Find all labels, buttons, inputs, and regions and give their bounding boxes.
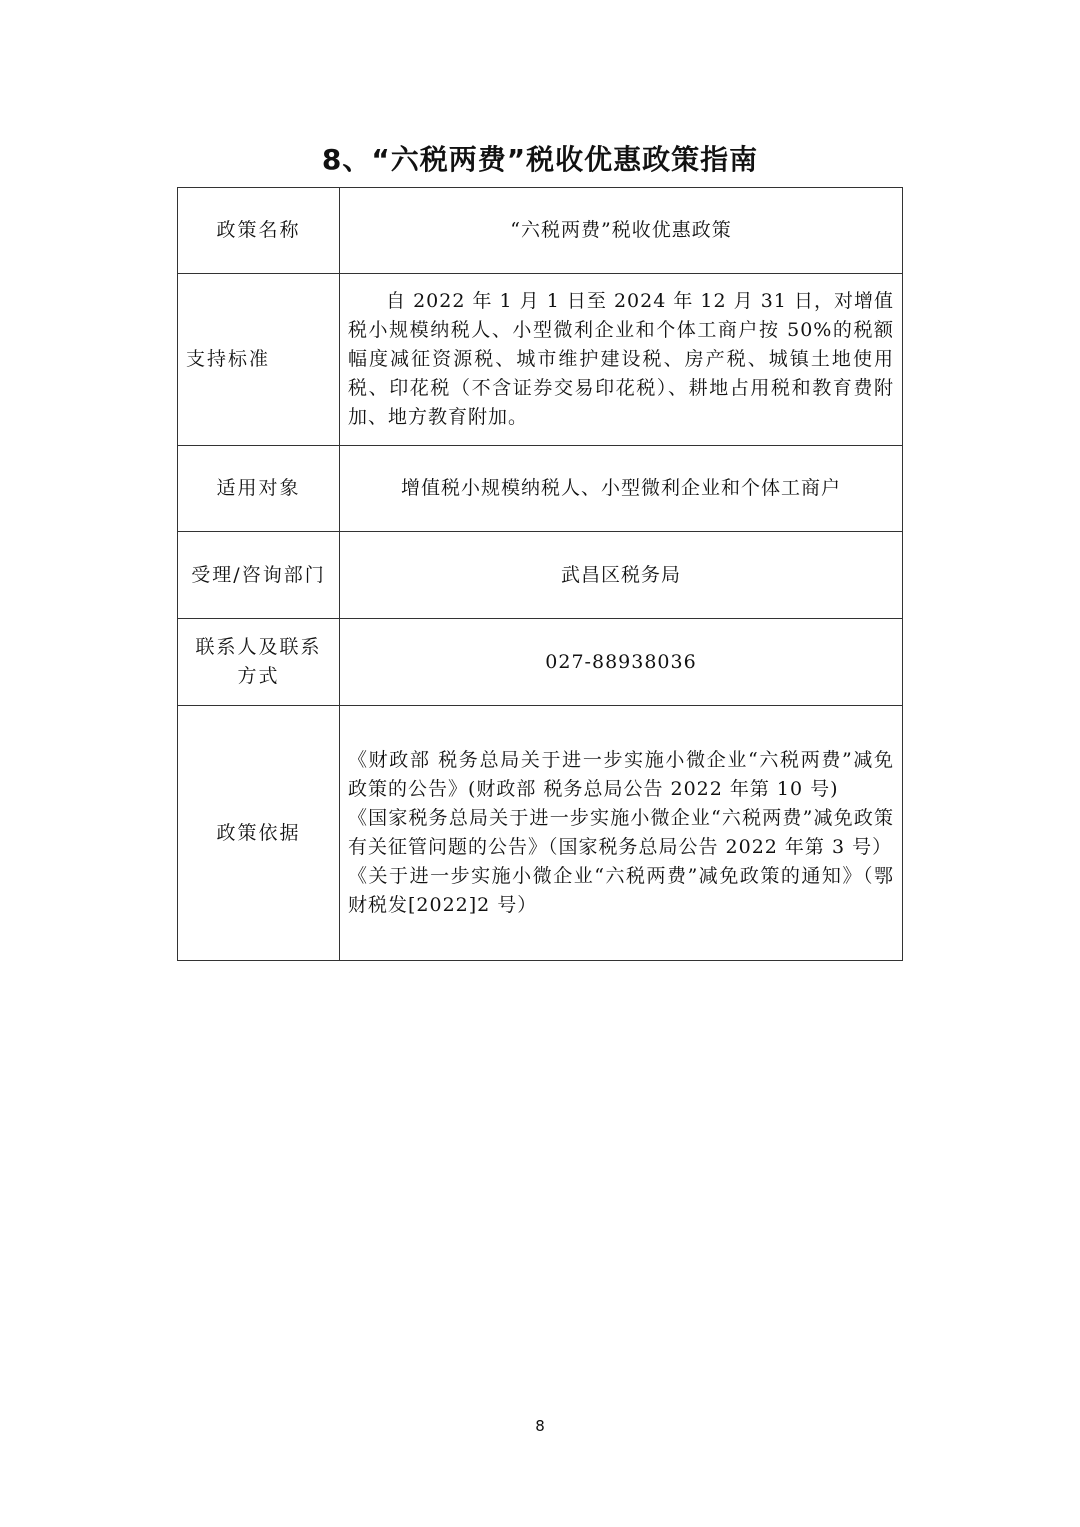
table-row [178, 274, 903, 446]
policy-basis-item: 《关于进一步实施小微企业“六税两费”减免政策的通知》（鄂财税发[2022]2 号） [348, 865, 894, 916]
table-row [178, 446, 903, 532]
row-value-contact: 027-88938036 [340, 619, 903, 706]
row-label-target: 适用对象 [178, 446, 340, 532]
row-label-policy-basis: 政策依据 [178, 706, 340, 961]
row-value-support-standard [340, 274, 903, 446]
table-row [178, 619, 903, 706]
row-label-policy-name: 政策名称 [178, 188, 340, 274]
table-row [178, 706, 903, 961]
table-row [178, 188, 903, 274]
policy-basis-item: 《财政部 税务总局关于进一步实施小微企业“六税两费”减免政策的公告》(财政部 税务总局公告 2022 年第 10 号) [348, 749, 894, 800]
page-title: 8、“六税两费”税收优惠政策指南 [321, 143, 759, 176]
row-label-support-standard: 支持标准 [178, 274, 340, 446]
row-value-policy-basis [340, 706, 903, 961]
table-row [178, 532, 903, 619]
row-label-department: 受理/咨询部门 [178, 532, 340, 619]
contact-label-text: 联系人及联系方式 [195, 636, 322, 687]
row-label-contact [178, 619, 340, 706]
support-standard-text: 自 2022 年 1 月 1 日至 2024 年 12 月 31 日，对增值税小规模纳税人、小型微利企业和个体工商户按 50%的税额幅度减征资源税、城市维护建设税、房产税、城镇土地使用税、印花税（不含证券交易印花税）、耕地占用税和教育费附加、地方教育附加。 [348, 290, 894, 428]
page-number: 8 [535, 1417, 545, 1435]
policy-basis-item: 《国家税务总局关于进一步实施小微企业“六税两费”减免政策有关征管问题的公告》（国家税务总局公告 2022 年第 3 号） [348, 807, 894, 858]
row-value-department: 武昌区税务局 [340, 532, 903, 619]
row-value-policy-name: “六税两费”税收优惠政策 [340, 188, 903, 274]
policy-table [177, 187, 903, 961]
row-value-target: 增值税小规模纳税人、小型微利企业和个体工商户 [340, 446, 903, 532]
